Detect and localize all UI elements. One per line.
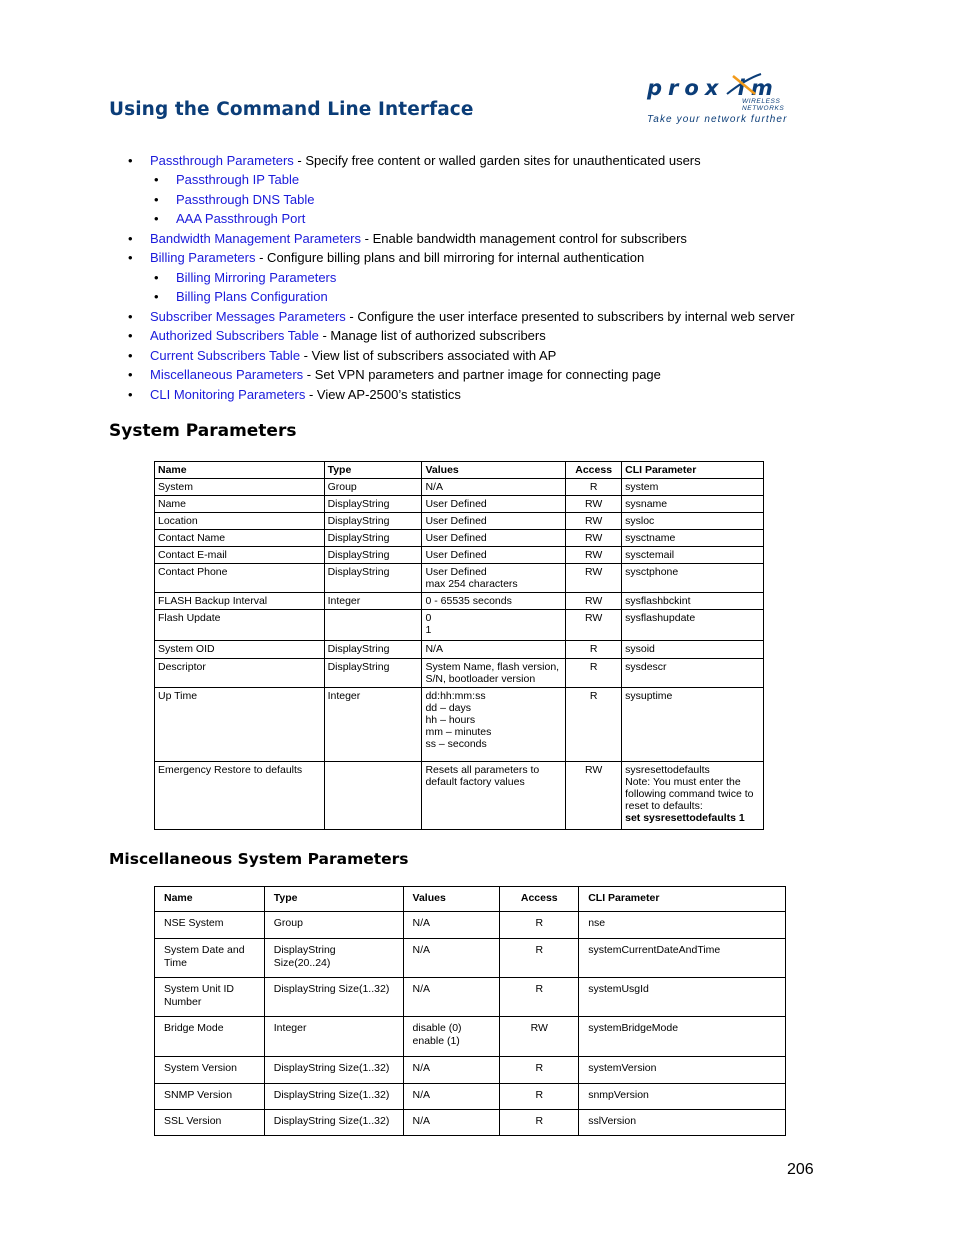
table-row — [155, 479, 764, 496]
table-cell: DisplayString Size(1..32) — [264, 1057, 403, 1084]
table-cell: System Unit ID Number — [155, 978, 265, 1017]
list-item — [128, 328, 546, 343]
table-cell: sysctphone — [622, 564, 764, 593]
table-cell: Resets all parameters to default factory values — [422, 762, 566, 830]
table-cell: system — [622, 479, 764, 496]
topic-description: - Enable bandwidth management control for subscribers — [361, 231, 687, 246]
table-row — [155, 762, 764, 830]
table-cell: RW — [500, 1017, 579, 1057]
table-cell: Integer — [324, 688, 422, 762]
table-cell: N/A — [403, 912, 500, 939]
table-cell: R — [500, 1057, 579, 1084]
system-parameters-heading: System Parameters — [109, 421, 297, 441]
table-row — [155, 1110, 786, 1136]
topic-link[interactable]: CLI Monitoring Parameters — [150, 387, 306, 402]
column-header: CLI Parameter — [622, 462, 764, 479]
table-cell: RW — [566, 513, 622, 530]
table-cell: Contact Phone — [155, 564, 325, 593]
table-cell: R — [500, 1084, 579, 1110]
page-title: Using the Command Line Interface — [109, 99, 474, 120]
topic-link[interactable]: Billing Mirroring Parameters — [176, 270, 337, 285]
table-row — [155, 978, 786, 1017]
table-cell: 0 - 65535 seconds — [422, 593, 566, 610]
table-cell: RW — [566, 496, 622, 513]
table-cell: System OID — [155, 641, 325, 659]
topic-description: - Configure the user interface presented to subscribers by internal web server — [345, 309, 795, 324]
column-header: Values — [422, 462, 566, 479]
table-cell: systemUsgId — [579, 978, 786, 1017]
table-row — [155, 659, 764, 688]
table-cell: nse — [579, 912, 786, 939]
topic-description: - Configure billing plans and bill mirroring for internal authentication — [255, 250, 645, 265]
table-cell: 0 1 — [422, 610, 566, 641]
table-cell: Location — [155, 513, 325, 530]
table-row — [155, 513, 764, 530]
bullet-glyph: • — [128, 387, 133, 402]
table-cell: sysloc — [622, 513, 764, 530]
table-cell: System Date and Time — [155, 939, 265, 978]
table-cell: User Defined — [422, 513, 566, 530]
bullet-glyph: • — [128, 153, 133, 168]
table-cell: systemBridgeMode — [579, 1017, 786, 1057]
list-item — [128, 309, 795, 324]
topic-link[interactable]: Billing Parameters — [150, 250, 256, 265]
table-row — [155, 610, 764, 641]
table-cell: SNMP Version — [155, 1084, 265, 1110]
table-cell: sysctname — [622, 530, 764, 547]
list-item — [128, 250, 645, 265]
table-cell: DisplayString — [324, 641, 422, 659]
table-cell: sysflashupdate — [622, 610, 764, 641]
bullet-glyph: • — [154, 211, 159, 226]
table-cell: Contact Name — [155, 530, 325, 547]
table-row — [155, 641, 764, 659]
list-item — [154, 289, 328, 304]
topic-link[interactable]: Subscriber Messages Parameters — [150, 309, 346, 324]
bullet-glyph: • — [128, 367, 133, 382]
bullet-glyph: • — [128, 231, 133, 246]
column-header: Name — [155, 462, 325, 479]
table-row — [155, 496, 764, 513]
table-cell: Descriptor — [155, 659, 325, 688]
topic-link[interactable]: AAA Passthrough Port — [176, 211, 306, 226]
topic-link[interactable]: Passthrough DNS Table — [176, 192, 315, 207]
topic-description: - Specify free content or walled garden sites for unauthenticated users — [293, 153, 701, 168]
table-cell: R — [566, 479, 622, 496]
logo-wordmark: prox im — [647, 76, 779, 100]
column-header: Type — [324, 462, 422, 479]
table-cell: R — [500, 912, 579, 939]
topic-description: - Set VPN parameters and partner image for connecting page — [303, 367, 661, 382]
proxim-logo — [645, 70, 805, 132]
reset-command: set sysresettodefaults 1 — [625, 812, 745, 824]
topic-link[interactable]: Passthrough Parameters — [150, 153, 294, 168]
table-cell: Group — [264, 912, 403, 939]
table-cell: DisplayString Size(1..32) — [264, 1084, 403, 1110]
table-row — [155, 564, 764, 593]
table-cell: RW — [566, 593, 622, 610]
bullet-glyph: • — [154, 289, 159, 304]
table-row — [155, 593, 764, 610]
table-cell — [324, 762, 422, 830]
table-row — [155, 912, 786, 939]
bullet-glyph: • — [128, 348, 133, 363]
list-item — [154, 192, 315, 207]
table-row — [155, 939, 786, 978]
table-cell — [622, 762, 764, 830]
table-row — [155, 1084, 786, 1110]
table-cell: FLASH Backup Interval — [155, 593, 325, 610]
table-cell: systemVersion — [579, 1057, 786, 1084]
table-cell: N/A — [422, 641, 566, 659]
table-cell: sysuptime — [622, 688, 764, 762]
bullet-glyph: • — [128, 250, 133, 265]
topic-link[interactable]: Miscellaneous Parameters — [150, 367, 304, 382]
table-cell: Name — [155, 496, 325, 513]
table-cell: R — [566, 659, 622, 688]
table-cell: NSE System — [155, 912, 265, 939]
list-item — [154, 270, 337, 285]
topic-link[interactable]: Bandwidth Management Parameters — [150, 231, 362, 246]
table-cell: Emergency Restore to defaults — [155, 762, 325, 830]
table-cell: SSL Version — [155, 1110, 265, 1136]
table-cell: snmpVersion — [579, 1084, 786, 1110]
table-header-row — [155, 887, 786, 912]
table-cell: sysctemail — [622, 547, 764, 564]
topic-link[interactable]: Billing Plans Configuration — [176, 289, 328, 304]
table-row — [155, 530, 764, 547]
table-cell: DisplayString — [324, 496, 422, 513]
table-row — [155, 1017, 786, 1057]
column-header: Access — [566, 462, 622, 479]
table-cell: RW — [566, 610, 622, 641]
table-cell: R — [566, 641, 622, 659]
table-cell: sysname — [622, 496, 764, 513]
column-header: Access — [500, 887, 579, 912]
topic-description: - Manage list of authorized subscribers — [318, 328, 546, 343]
list-item — [128, 153, 701, 168]
table-cell: N/A — [403, 978, 500, 1017]
list-item — [128, 367, 661, 382]
table-cell: Up Time — [155, 688, 325, 762]
logo-tagline: Take your network further — [647, 114, 788, 125]
table-cell: DisplayString — [324, 530, 422, 547]
logo-subtext: WIRELESS NETWORKS — [742, 98, 785, 112]
bullet-glyph: • — [128, 309, 133, 324]
table-header-row — [155, 462, 764, 479]
table-cell: N/A — [403, 939, 500, 978]
table-cell: System Version — [155, 1057, 265, 1084]
list-item — [154, 172, 300, 187]
bullet-glyph: • — [128, 328, 133, 343]
list-item — [128, 348, 557, 363]
table-cell: Group — [324, 479, 422, 496]
bullet-glyph: • — [154, 270, 159, 285]
table-cell: R — [500, 1110, 579, 1136]
table-cell: N/A — [403, 1084, 500, 1110]
table-cell: DisplayString — [324, 564, 422, 593]
table-cell: sysflashbckint — [622, 593, 764, 610]
table-cell: DisplayString Size(1..32) — [264, 978, 403, 1017]
table-cell: DisplayString Size(1..32) — [264, 1110, 403, 1136]
column-header: Values — [403, 887, 500, 912]
table-cell: N/A — [403, 1057, 500, 1084]
table-cell: R — [500, 939, 579, 978]
table-cell: Bridge Mode — [155, 1017, 265, 1057]
list-item — [128, 387, 461, 402]
page-number: 206 — [787, 1161, 814, 1178]
table-row — [155, 688, 764, 762]
misc-parameters-table — [154, 886, 786, 1136]
topic-link[interactable]: Authorized Subscribers Table — [150, 328, 319, 343]
table-row — [155, 1057, 786, 1084]
list-item — [128, 231, 687, 246]
table-cell: N/A — [422, 479, 566, 496]
list-item — [154, 211, 306, 226]
table-cell: R — [500, 978, 579, 1017]
table-cell: User Defined — [422, 496, 566, 513]
table-cell: sysdescr — [622, 659, 764, 688]
table-cell: systemCurrentDateAndTime — [579, 939, 786, 978]
table-cell: RW — [566, 564, 622, 593]
table-cell: DisplayString — [324, 547, 422, 564]
table-cell: DisplayString — [324, 513, 422, 530]
cli-note: sysresettodefaults Note: You must enter the following command twice to reset to defaults: — [625, 764, 754, 812]
table-cell: User Defined — [422, 530, 566, 547]
table-cell: sysoid — [622, 641, 764, 659]
bullet-glyph: • — [154, 192, 159, 207]
table-cell: System — [155, 479, 325, 496]
table-cell: System Name, flash version, S/N, bootloader version — [422, 659, 566, 688]
table-cell: Contact E-mail — [155, 547, 325, 564]
system-parameters-table — [154, 461, 764, 830]
table-cell: Flash Update — [155, 610, 325, 641]
table-cell: Integer — [324, 593, 422, 610]
table-cell: dd:hh:mm:ss dd – days hh – hours mm – minutes ss – seconds — [422, 688, 566, 762]
topic-description: - View AP-2500’s statistics — [305, 387, 461, 402]
topic-link[interactable]: Current Subscribers Table — [150, 348, 301, 363]
column-header: CLI Parameter — [579, 887, 786, 912]
table-cell: User Defined max 254 characters — [422, 564, 566, 593]
misc-parameters-heading: Miscellaneous System Parameters — [109, 850, 409, 868]
column-header: Type — [264, 887, 403, 912]
table-cell: DisplayString Size(20..24) — [264, 939, 403, 978]
table-cell: Integer — [264, 1017, 403, 1057]
table-cell: RW — [566, 762, 622, 830]
table-cell: N/A — [403, 1110, 500, 1136]
column-header: Name — [155, 887, 265, 912]
table-cell: User Defined — [422, 547, 566, 564]
table-cell: disable (0) enable (1) — [403, 1017, 500, 1057]
table-cell: sslVersion — [579, 1110, 786, 1136]
table-cell: RW — [566, 547, 622, 564]
table-cell: DisplayString — [324, 659, 422, 688]
bullet-glyph: • — [154, 172, 159, 187]
topic-link[interactable]: Passthrough IP Table — [176, 172, 300, 187]
logo-swoosh-icon — [725, 72, 765, 98]
table-cell — [324, 610, 422, 641]
topic-description: - View list of subscribers associated with AP — [300, 348, 557, 363]
table-cell: R — [566, 688, 622, 762]
table-cell: RW — [566, 530, 622, 547]
table-row — [155, 547, 764, 564]
